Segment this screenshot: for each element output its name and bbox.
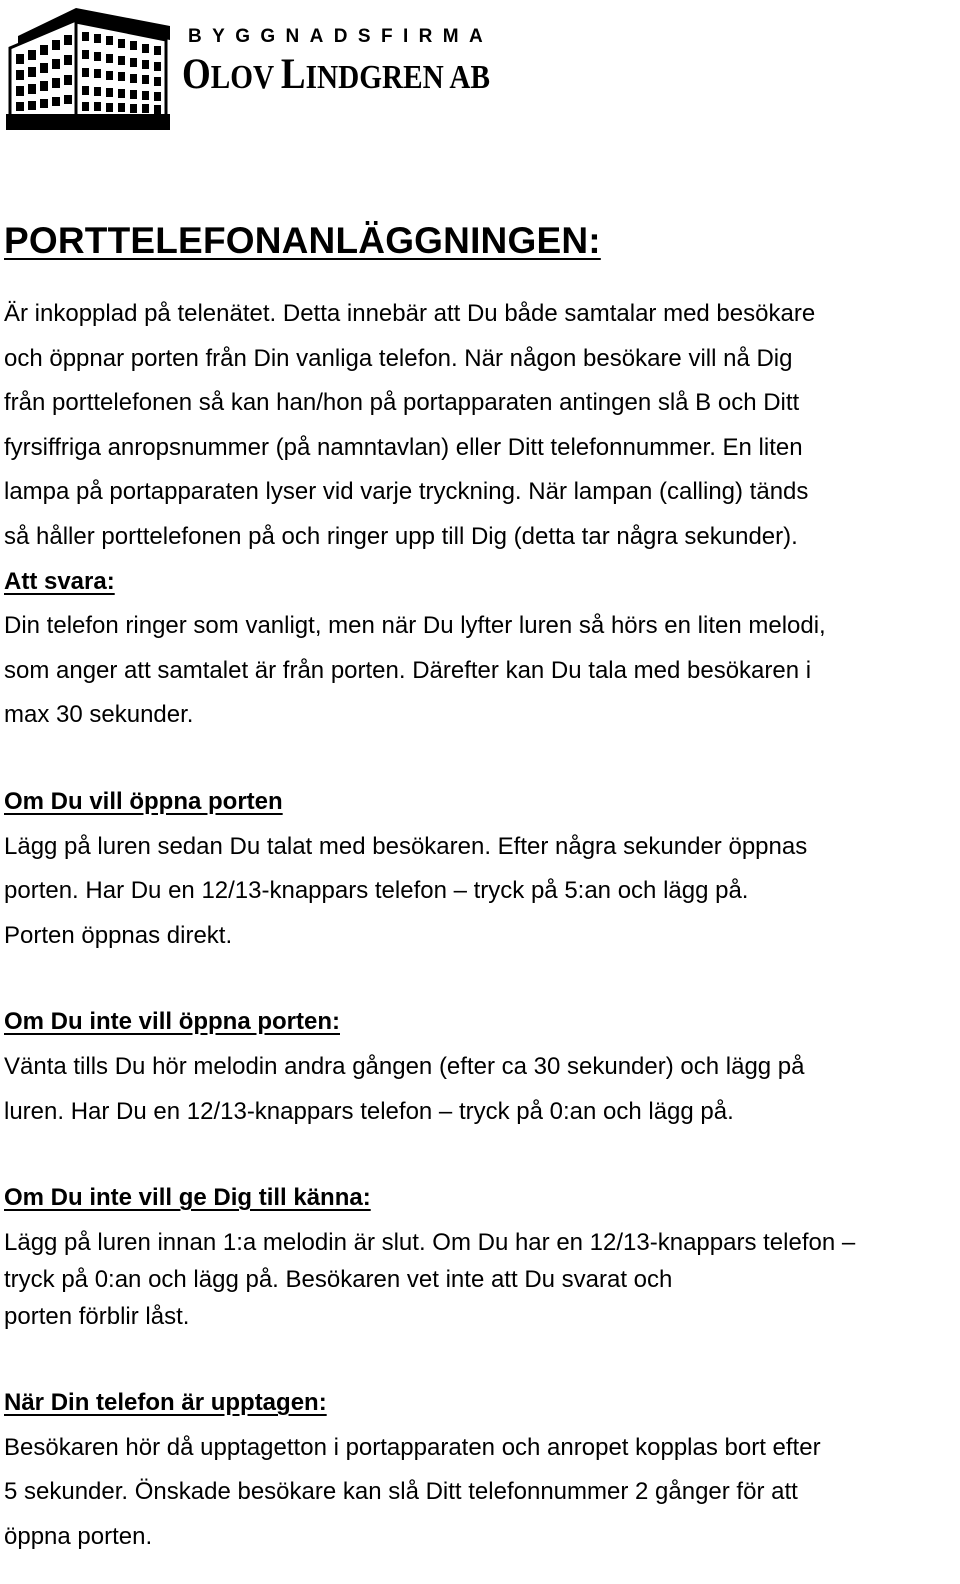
text-line: Lägg på luren sedan Du talat med besökaren. Efter några sekunder öppnas xyxy=(4,832,808,860)
document-body xyxy=(4,210,954,1560)
text-line: Din telefon ringer som vanligt, men när Du lyfter luren så hörs en liten melodi, xyxy=(4,612,826,640)
text-line: och öppnar porten från Din vanliga telefon. När någon besökare vill nå Dig xyxy=(4,344,793,372)
text-line: som anger att samtalet är från porten. Därefter kan Du tala med besökaren i xyxy=(4,656,812,684)
section-open-gate xyxy=(4,780,954,958)
text-line: porten förblir låst. xyxy=(4,1302,190,1330)
text-line: fyrsiffriga anropsnummer (på namntavlan) eller Ditt telefonnummer. En liten xyxy=(4,433,803,461)
text-line: tryck på 0:an och lägg på. Besökaren vet inte att Du svarat och xyxy=(4,1265,673,1293)
letterhead xyxy=(6,2,566,132)
section-heading: Om Du inte vill öppna porten: xyxy=(4,1008,340,1036)
section-answer xyxy=(4,560,954,738)
text-line: porten. Har Du en 12/13-knappars telefon – tryck på 5:an och lägg på. xyxy=(4,877,749,905)
text-line: luren. Har Du en 12/13-knappars telefon – tryck på 0:an och lägg på. xyxy=(4,1097,734,1125)
text-line: från porttelefonen så kan han/hon på portapparaten antingen slå B och Ditt xyxy=(4,389,800,417)
text-line: Vänta tills Du hör melodin andra gången (efter ca 30 sekunder) och lägg på xyxy=(4,1052,805,1080)
text-line: 5 sekunder. Önskade besökare kan slå Ditt telefonnummer 2 gånger för att xyxy=(4,1478,798,1506)
text-line: så håller porttelefonen på och ringer upp till Dig (detta tar några sekunder). xyxy=(4,522,798,550)
text-line: lampa på portapparaten lyser vid varje tryckning. När lampan (calling) tänds xyxy=(4,478,809,506)
text-line: Lägg på luren innan 1:a melodin är slut. Om Du har en 12/13-knappars telefon – xyxy=(4,1228,856,1256)
text-line: Är inkopplad på telenätet. Detta innebär att Du både samtalar med besökare xyxy=(4,300,816,327)
building-logo-icon xyxy=(6,2,170,130)
section-not-open-gate xyxy=(4,1000,954,1134)
company-name: OLOV LINDGREN AB xyxy=(182,51,491,98)
intro-paragraph xyxy=(4,292,954,560)
section-heading: När Din telefon är upptagen: xyxy=(4,1389,327,1417)
document-title: PORTTELEFONANLÄGGNINGEN: xyxy=(4,220,601,261)
section-busy xyxy=(4,1381,954,1559)
company-tagline: BYGGNADSFIRMA xyxy=(188,26,494,47)
text-line: Porten öppnas direkt. xyxy=(4,921,233,949)
section-heading: Att svara: xyxy=(4,567,115,595)
section-heading: Om Du inte vill ge Dig till känna: xyxy=(4,1184,371,1212)
section-anonymous xyxy=(4,1176,954,1339)
text-line: Besökaren hör då upptagetton i portapparaten och anropet kopplas bort efter xyxy=(4,1433,821,1461)
text-line: öppna porten. xyxy=(4,1523,153,1551)
section-heading: Om Du vill öppna porten xyxy=(4,787,283,815)
text-line: max 30 sekunder. xyxy=(4,701,194,729)
